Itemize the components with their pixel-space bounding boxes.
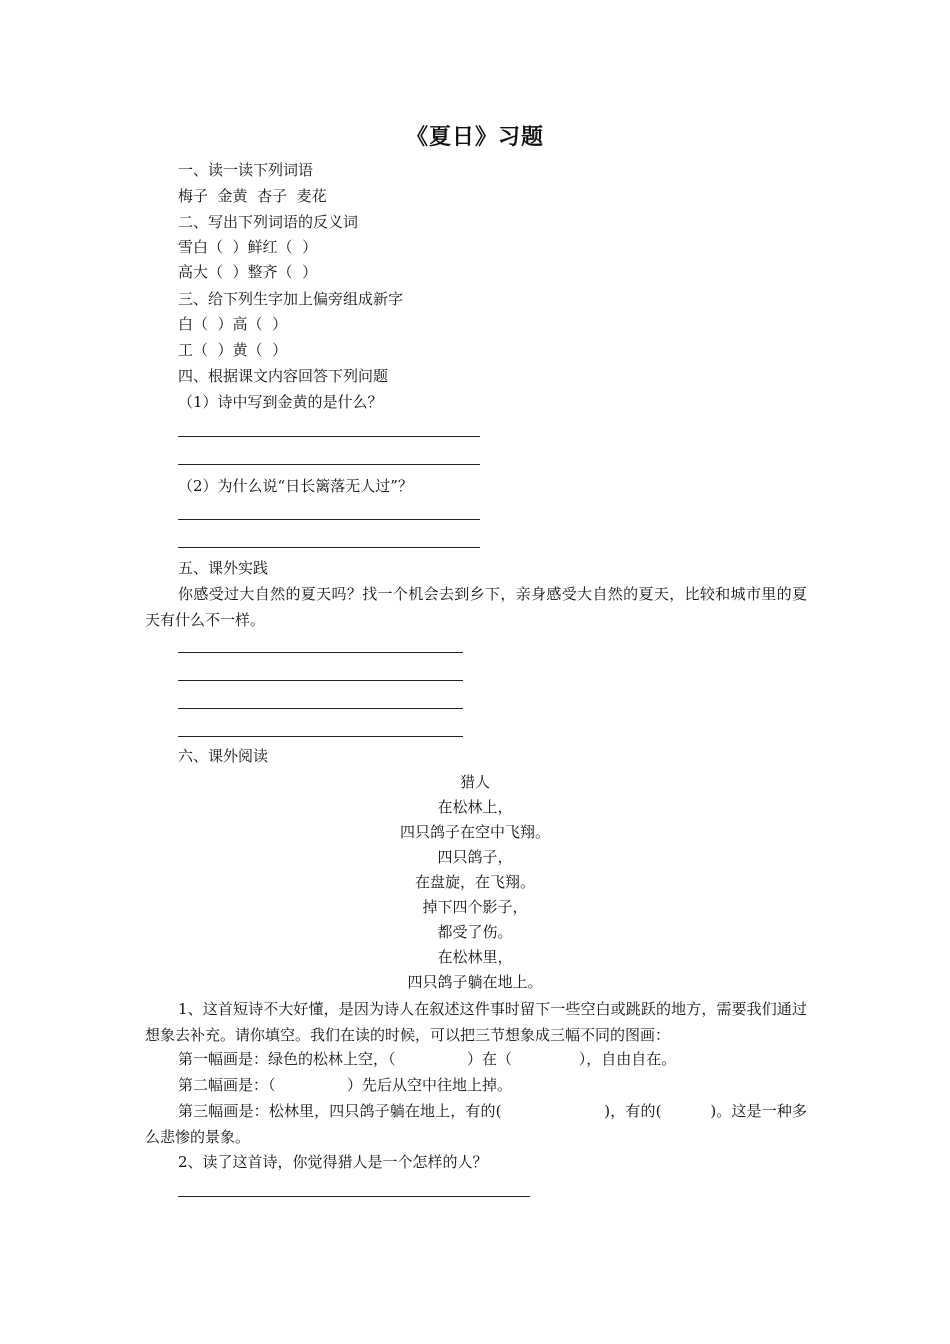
- answer-line[interactable]: [178, 547, 480, 548]
- picture-3-blank: 第三幅画是：松林里，四只鸽子躺在地上，有的( )，有的( )。这是一种多么悲惨的景象。: [145, 1102, 807, 1146]
- radical-row-2: 工（ ）黄（ ）: [178, 341, 288, 359]
- reading-question-2: 2、读了这首诗，你觉得猎人是一个怎样的人？: [178, 1153, 488, 1171]
- answer-line[interactable]: [178, 1196, 530, 1197]
- answer-line[interactable]: [178, 680, 463, 681]
- section-2-heading: 二、写出下列词语的反义词: [178, 213, 359, 231]
- reading-question-1: 1、这首短诗不大好懂，是因为诗人在叙述这件事时留下一些空白或跳跃的地方，需要我们通过想象去补充。请你填空。我们在读的时候，可以把三节想象成三幅不同的图画：: [145, 1000, 807, 1044]
- poem-line: 四只鸽子在空中飞翔。: [399, 823, 550, 841]
- poem-line: 四只鸽子，: [437, 848, 513, 866]
- poem-line: 在松林里，: [437, 948, 513, 966]
- section-6-heading: 六、课外阅读: [178, 747, 269, 765]
- answer-line[interactable]: [178, 519, 480, 520]
- answer-line[interactable]: [178, 736, 463, 737]
- poem-line: 掉下四个影子，: [422, 898, 528, 916]
- section-1-words: 梅子 金黄 杏子 麦花: [178, 187, 327, 205]
- poem-line: 都受了伤。: [437, 923, 513, 941]
- question-1: （1）诗中写到金黄的是什么？: [178, 393, 383, 411]
- section-3-heading: 三、给下列生字加上偏旁组成新字: [178, 290, 404, 308]
- question-2: （2）为什么说“日长篱落无人过”？: [178, 477, 413, 495]
- answer-line[interactable]: [178, 464, 480, 465]
- picture-2-blank: 第二幅画是：（ ）先后从空中往地上掉。: [178, 1076, 513, 1094]
- antonym-row-1: 雪白（ ）鲜红（ ）: [178, 238, 318, 256]
- poem-line: 在盘旋，在飞翔。: [414, 873, 535, 891]
- section-5-heading: 五、课外实践: [178, 559, 269, 577]
- practice-text: 你感受过大自然的夏天吗？找一个机会去到乡下，亲身感受大自然的夏天，比较和城市里的夏天有什么不一样。: [145, 585, 807, 629]
- answer-line[interactable]: [178, 708, 463, 709]
- picture-1-blank: 第一幅画是：绿色的松林上空，（ ）在（ ），自由自在。: [178, 1050, 677, 1068]
- page-title: 《夏日》习题: [405, 124, 544, 150]
- poem-line: 在松林上，: [437, 798, 513, 816]
- section-1-heading: 一、读一读下列词语: [178, 161, 314, 179]
- section-4-heading: 四、根据课文内容回答下列问题: [178, 367, 389, 385]
- antonym-row-2: 高大（ ）整齐（ ）: [178, 263, 318, 281]
- answer-line[interactable]: [178, 652, 463, 653]
- poem-title: 猎人: [459, 773, 490, 791]
- poem-line: 四只鸽子躺在地上。: [407, 973, 543, 991]
- radical-row-1: 白（ ）高（ ）: [178, 315, 288, 333]
- answer-line[interactable]: [178, 436, 480, 437]
